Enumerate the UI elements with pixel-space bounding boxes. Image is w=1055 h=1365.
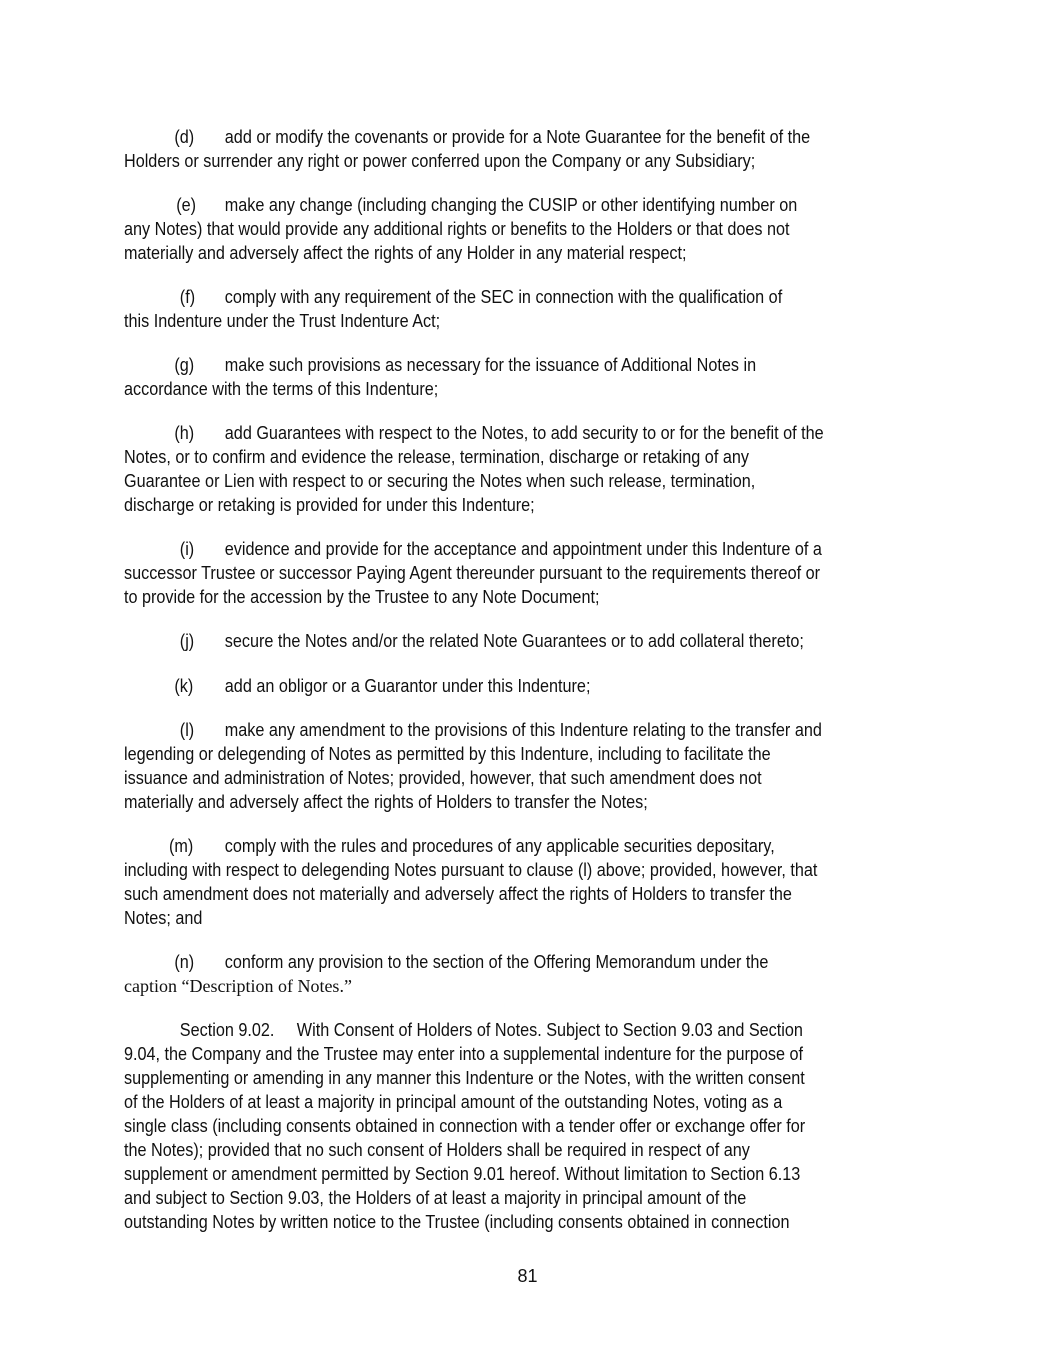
clause-label: Section 9.02. (179, 1020, 275, 1040)
clause-label: (k) (174, 676, 194, 696)
clause-paragraph (124, 950, 944, 998)
paragraph-first-line (124, 834, 862, 858)
clause-text: add Guarantees with respect to the Notes, to add security to or for the benefit of the (224, 423, 824, 443)
paragraph-line: materially and adversely affect the rights of Holders to transfer the Notes; (124, 792, 648, 812)
clause-paragraph (124, 125, 944, 173)
paragraph-line: including with respect to delegending Notes pursuant to clause (l) above; provided, however, that (124, 860, 818, 880)
clause-label: (n) (174, 952, 195, 972)
paragraph-first-line (124, 193, 862, 217)
clause-text: With Consent of Holders of Notes. Subject to Section 9.03 and Section (296, 1020, 803, 1040)
paragraph-line: such amendment does not materially and adversely affect the rights of Holders to transfer the (124, 884, 792, 904)
paragraph-line: Notes, or to confirm and evidence the release, termination, discharge or retaking of any (124, 447, 749, 467)
clause-text: comply with any requirement of the SEC in connection with the qualification of (224, 287, 783, 307)
clause-text: make any change (including changing the CUSIP or other identifying number on (224, 195, 798, 215)
paragraph-first-line (124, 674, 862, 698)
clause-label: (g) (174, 355, 195, 375)
paragraph-line: issuance and administration of Notes; provided, however, that such amendment does not (124, 768, 762, 788)
clause-paragraph (124, 353, 944, 401)
clause-label: (d) (174, 127, 195, 147)
clause-text: add an obligor or a Guarantor under this Indenture; (224, 676, 591, 696)
paragraph-line: Notes; and (124, 908, 203, 928)
paragraph-line: any Notes) that would provide any additional rights or benefits to the Holders or that does not (124, 219, 790, 239)
paragraph-line: discharge or retaking is provided for under this Indenture; (124, 495, 535, 515)
paragraph-line: of the Holders of at least a majority in principal amount of the outstanding Notes, voting as a (124, 1092, 783, 1112)
paragraph-first-line (124, 1018, 862, 1042)
clause-text: secure the Notes and/or the related Note Guarantees or to add collateral thereto; (224, 631, 804, 651)
paragraph-first-line (124, 421, 862, 445)
paragraph-first-line (124, 125, 862, 149)
clause-label: (i) (179, 539, 195, 559)
clause-paragraph (124, 834, 944, 930)
clause-label: (j) (179, 631, 195, 651)
paragraph-line: accordance with the terms of this Indenture; (124, 379, 439, 399)
clause-paragraph (124, 285, 944, 333)
clause-label: (f) (179, 287, 196, 307)
clause-label: (l) (179, 720, 195, 740)
clause-paragraph (124, 674, 944, 698)
paragraph-line: legending or delegending of Notes as permitted by this Indenture, including to facilitate the (124, 744, 771, 764)
paragraph-line: the Notes); provided that no such consent of Holders shall be required in respect of any (124, 1140, 750, 1160)
paragraph-line: this Indenture under the Trust Indenture Act; (124, 311, 441, 331)
paragraph-line: supplement or amendment permitted by Section 9.01 hereof. Without limitation to Section 6.13 (124, 1164, 801, 1184)
clause-paragraph (124, 537, 944, 609)
paragraph-first-line (124, 537, 862, 561)
clause-paragraph (124, 629, 944, 653)
paragraph-line: outstanding Notes by written notice to the Trustee (including consents obtained in connection (124, 1212, 790, 1232)
paragraph-first-line (124, 718, 862, 742)
clause-label: (h) (174, 423, 195, 443)
clause-text: make any amendment to the provisions of this Indenture relating to the transfer and (224, 720, 822, 740)
clause-paragraph (124, 718, 944, 814)
clause-paragraph (124, 421, 944, 517)
paragraph-first-line (124, 629, 862, 653)
paragraph-first-line (124, 950, 862, 974)
paragraph-line: and subject to Section 9.03, the Holders of at least a majority in principal amount of the (124, 1188, 747, 1208)
clause-label: (e) (176, 195, 196, 215)
paragraph-first-line (124, 285, 862, 309)
clause-text: conform any provision to the section of the Offering Memorandum under the (224, 952, 769, 972)
section-9-02-paragraph (124, 1018, 944, 1234)
paragraph-line: caption “Description of Notes.” (124, 976, 352, 996)
paragraph-line: 9.04, the Company and the Trustee may enter into a supplemental indenture for the purpose of (124, 1044, 804, 1064)
clause-paragraph (124, 193, 944, 265)
paragraph-first-line (124, 353, 862, 377)
page-number: 81 (517, 1266, 538, 1286)
clause-text: evidence and provide for the acceptance and appointment under this Indenture of a (224, 539, 822, 559)
paragraph-line: Guarantee or Lien with respect to or securing the Notes when such release, termination, (124, 471, 756, 491)
clause-label: (m) (169, 836, 194, 856)
paragraph-line: supplementing or amending in any manner this Indenture or the Notes, with the written consent (124, 1068, 805, 1088)
clause-text: make such provisions as necessary for the issuance of Additional Notes in (224, 355, 757, 375)
paragraph-line: successor Trustee or successor Paying Agent thereunder pursuant to the requirements thereof or (124, 563, 821, 583)
paragraph-line: materially and adversely affect the rights of any Holder in any material respect; (124, 243, 687, 263)
clause-text: comply with the rules and procedures of any applicable securities depositary, (224, 836, 775, 856)
paragraph-line: to provide for the accession by the Trustee to any Note Document; (124, 587, 600, 607)
paragraph-line: single class (including consents obtained in connection with a tender offer or exchange offer for (124, 1116, 806, 1136)
clause-text: add or modify the covenants or provide for a Note Guarantee for the benefit of the (224, 127, 811, 147)
paragraph-line: Holders or surrender any right or power conferred upon the Company or any Subsidiary; (124, 151, 756, 171)
